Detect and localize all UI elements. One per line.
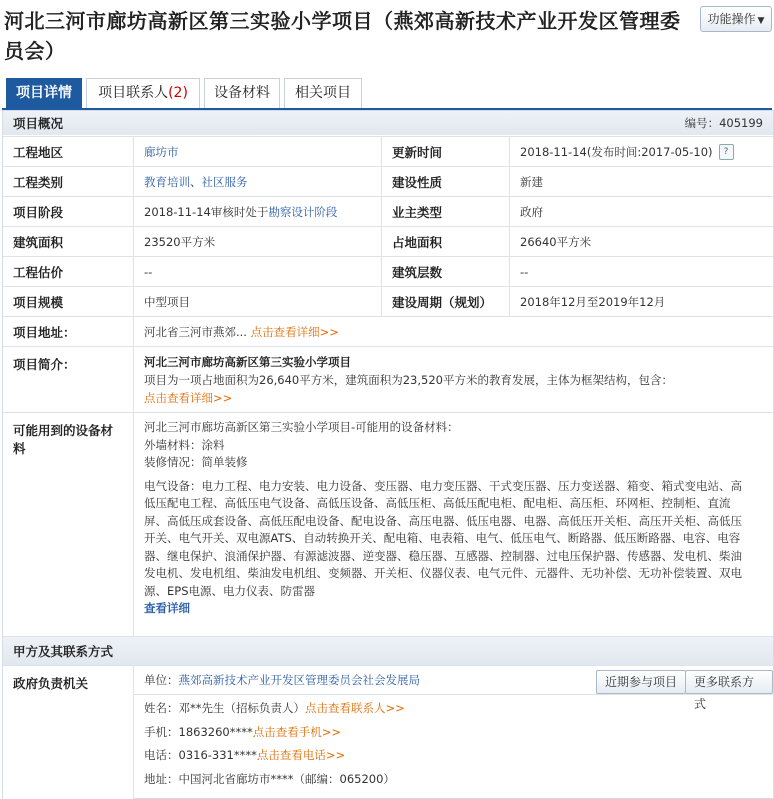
project-detail-table (2, 110, 774, 799)
cost-label: 工程估价 (3, 257, 133, 286)
unit-link[interactable]: 燕郊高新技术产业开发区管理委员会社会发展局 (178, 673, 420, 687)
phone-value: 0316-331**** (178, 748, 257, 762)
table-row (3, 412, 773, 636)
party-value (133, 666, 773, 799)
decoration-status: 装修情况：简单装修 (144, 455, 248, 469)
contact-address-line (144, 768, 773, 792)
tab-label: 项目详情 (16, 85, 72, 101)
table-row (3, 346, 773, 412)
update-value (509, 137, 773, 166)
intro-label: 项目简介： (3, 347, 133, 412)
contact-mobile-line (144, 721, 773, 745)
stage-value (133, 197, 381, 226)
mobile-label: 手机： (144, 724, 179, 739)
intro-detail-link[interactable]: 点击查看详细>> (144, 391, 233, 405)
table-row (3, 226, 773, 256)
name-value: 邓**先生（招标负责人） (178, 701, 305, 715)
equipment-value (133, 413, 773, 636)
nature-value: 新建 (509, 167, 773, 196)
stage-label: 项目阶段 (3, 197, 133, 226)
owner-value: 政府 (509, 197, 773, 226)
view-contact-link[interactable]: 点击查看联系人>> (305, 701, 405, 715)
address-value (133, 317, 773, 346)
recent-projects-button[interactable]: 近期参与项目 (596, 670, 686, 694)
overview-heading: 项目概况 (13, 116, 64, 131)
tab-count-badge: (2) (168, 85, 188, 101)
equipment-list-line: 器、继电保护、浪涌保护器、有源滤波器、逆变器、稳压器、互感器、控制器、过电压保护器、传感器、发电机、柴油 (144, 548, 742, 563)
code-value: 405199 (719, 116, 763, 130)
location-value (133, 137, 381, 166)
more-contacts-button[interactable]: 更多联系方式 (685, 670, 773, 694)
equipment-label: 可能用到的设备材料 (3, 413, 133, 636)
equipment-list-line: 发电机、发电机组、柴油发电机组、变频器、开关柜、仪器仪表、电气元件、元器件、无功补偿、无功补偿装置、双电 (144, 566, 742, 580)
equipment-list-line: 低压配电工程、高低压电气设备、高低压设备、高低压柜、高低压配电柜、配电柜、高压柜、环网柜、控制柜、直流 (144, 496, 731, 510)
tab-bar (2, 78, 772, 110)
unit-label: 单位： (144, 673, 179, 687)
table-row (3, 166, 773, 196)
view-mobile-link[interactable]: 点击查看手机>> (252, 724, 341, 739)
equipment-list-line: 电气设备：电力工程、电力安装、电力设备、变压器、电力变压器、干式变压器、压力变送器、箱变、箱式变电站、高 (144, 478, 742, 493)
location-label: 工程地区 (3, 137, 133, 166)
type-separator: 、 (190, 174, 202, 189)
contact-phone-line (144, 744, 773, 768)
table-row (3, 316, 773, 346)
address-detail-link[interactable]: 点击查看详细>> (250, 324, 339, 339)
cost-value: -- (133, 257, 381, 286)
tab-label: 相关项目 (295, 85, 351, 101)
period-label: 建设周期（规划） (381, 287, 509, 316)
scale-value: 中型项目 (133, 287, 381, 316)
tab-label: 设备材料 (214, 85, 270, 101)
mobile-value: 1863260**** (178, 724, 253, 739)
tab-equipment[interactable] (204, 78, 280, 108)
project-code (685, 111, 763, 135)
stage-text: 2018-11-14审核时处于 (144, 204, 269, 219)
address-value: 中国河北省廊坊市****（邮编：065200） (178, 771, 395, 786)
type-link-education[interactable]: 教育培训 (144, 174, 190, 189)
equipment-detail-link[interactable]: 查看详细 (144, 601, 190, 615)
owner-label: 业主类型 (381, 197, 509, 226)
location-link[interactable]: 廊坊市 (144, 144, 179, 159)
equipment-list-line: 开关、电气开关、双电源ATS、自动转换开关、配电箱、电表箱、电气、低压电气、断路器、低压断路器、电容、电容 (144, 531, 741, 545)
intro-text: 项目为一项占地面积为26,640平方米，建筑面积为23,520平方米的教育发展，主体为框架结构，包含： (144, 373, 673, 387)
chevron-down-icon: ▼ (757, 16, 765, 26)
area-value: 23520平方米 (133, 227, 381, 256)
tab-label: 项目联系人 (98, 85, 169, 101)
view-phone-link[interactable]: 点击查看电话>> (256, 748, 346, 762)
page-title: 河北三河市廊坊高新区第三实验小学项目（燕郊高新技术产业开发区管理委员会） (4, 9, 681, 63)
address-label: 地址： (144, 771, 179, 786)
type-link-community[interactable]: 社区服务 (201, 174, 248, 189)
gov-label: 政府负责机关 (3, 666, 133, 799)
tab-project-contacts[interactable] (86, 78, 200, 108)
floors-value: -- (509, 257, 773, 286)
intro-value (133, 347, 773, 412)
party-header (3, 636, 773, 665)
table-row (3, 286, 773, 316)
intro-title: 河北三河市廊坊高新区第三实验小学项目 (144, 355, 351, 369)
nature-label: 建设性质 (381, 167, 509, 196)
land-value: 26640平方米 (509, 227, 773, 256)
stage-link[interactable]: 勘察设计阶段 (268, 204, 338, 219)
party-row (3, 665, 773, 799)
equipment-intro: 河北三河市廊坊高新区第三实验小学项目-可能用的设备材料： (144, 420, 459, 434)
land-label: 占地面积 (381, 227, 509, 256)
period-value: 2018年12月至2019年12月 (509, 287, 773, 316)
table-row (3, 136, 773, 166)
function-menu-label: 功能操作 (707, 12, 756, 26)
tab-project-details[interactable] (6, 78, 82, 108)
address-text: 河北省三河市燕郊... (144, 324, 247, 339)
area-label: 建筑面积 (3, 227, 133, 256)
update-label: 更新时间 (381, 137, 509, 166)
address-label: 项目地址： (3, 317, 133, 346)
table-row (3, 196, 773, 226)
tab-related-projects[interactable] (284, 78, 362, 108)
phone-label: 电话： (144, 748, 179, 762)
equipment-list-line: 源、EPS电源、电力仪表、防雷器 (144, 583, 315, 598)
wall-material: 外墙材料：涂料 (144, 437, 225, 452)
type-label: 工程类别 (3, 167, 133, 196)
help-icon[interactable]: ? (719, 144, 734, 160)
update-text: 2018-11-14(发布时间:2017-05-10) (520, 144, 713, 159)
name-label: 姓名： (144, 701, 179, 715)
type-value (133, 167, 381, 196)
code-label: 编号： (684, 116, 720, 130)
party-heading: 甲方及其联系方式 (13, 644, 114, 659)
contact-name-line (144, 697, 773, 721)
floors-label: 建筑层数 (381, 257, 509, 286)
table-row (3, 256, 773, 286)
equipment-list-line: 屏、高低压成套设备、高低压配电设备、配电设备、高压电器、低压电器、电器、高低压开关柜、高压开关柜、高低压 (144, 513, 742, 528)
function-menu-button[interactable] (700, 6, 772, 32)
scale-label: 项目规模 (3, 287, 133, 316)
overview-header (3, 111, 773, 135)
